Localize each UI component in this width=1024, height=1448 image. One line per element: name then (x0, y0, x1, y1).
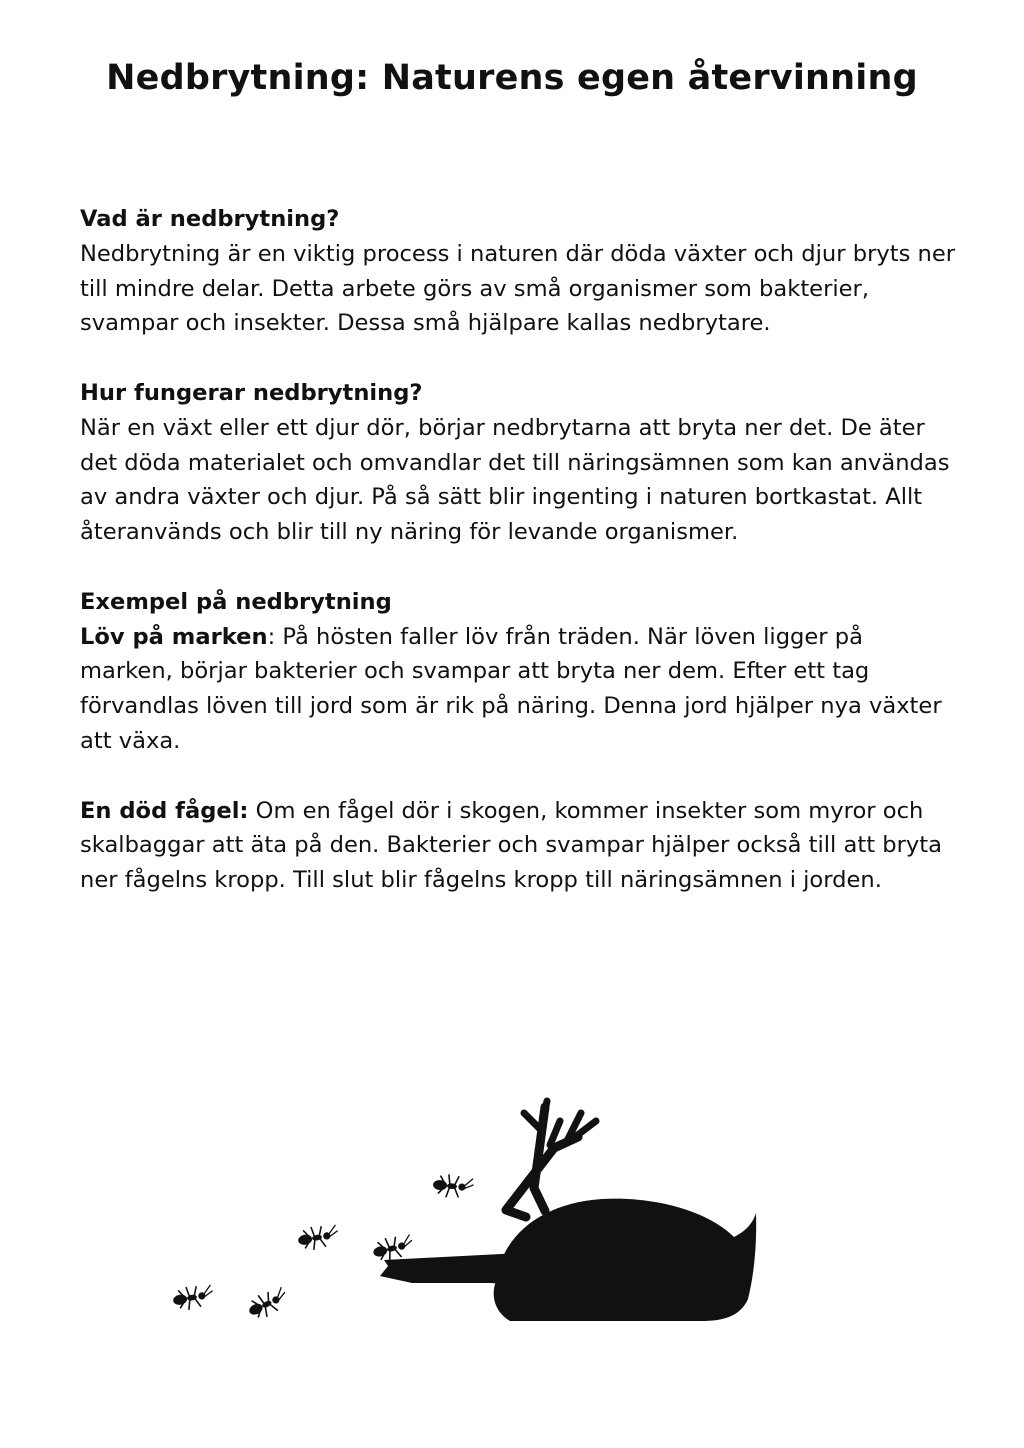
section-heading: Hur fungerar nedbrytning? (80, 379, 423, 406)
ant-icon (171, 1174, 474, 1323)
example-text: Om en fågel dör i skogen, kommer insekter som myror och skalbaggar att äta på den. Bakterier och svampar hjälper också till att bryta ner fågelns kropp. Till slut blir fågelns kropp till näringsämnen i jorden. (80, 797, 942, 894)
example-lead: En död fågel: (80, 797, 249, 824)
section-heading: Vad är nedbrytning? (80, 206, 340, 232)
example-separator (248, 798, 255, 824)
example-text: På hösten faller löv från träden. När löven ligger på marken, börjar bakterier och svampar att bryta ner dem. Efter ett tag förvandlas löven till jord som är rik på näring. Denna jord hjälper nya växter att växa. (80, 623, 942, 754)
example-lead: Löv på marken (80, 623, 268, 650)
section-what-is-decomposition (80, 202, 960, 341)
document-body (80, 202, 960, 933)
section-how-it-works (80, 376, 960, 550)
dead-bird-icon (380, 1101, 756, 1321)
example-separator: : (267, 623, 283, 650)
section-examples (80, 585, 960, 759)
example-leaves-paragraph (80, 620, 960, 759)
section-paragraph: Nedbrytning är en viktig process i naturen där döda växter och djur bryts ner till mindre delar. Detta arbete görs av små organismer som bakterier, svampar och insekter. Dessa små hjälpare kallas nedbrytare. (80, 240, 956, 337)
example-bird-paragraph (80, 794, 960, 898)
dead-bird-illustration (150, 1085, 800, 1345)
section-heading: Exempel på nedbrytning (80, 588, 392, 615)
section-paragraph: När en växt eller ett djur dör, börjar nedbrytarna att bryta ner det. De äter det döda materialet och omvandlar det till näringsämnen som kan användas av andra växter och djur. På så sätt blir ingenting i naturen bortkastat. Allt återanvänds och blir till ny näring för levande organismer. (80, 414, 950, 546)
section-dead-bird (80, 794, 960, 898)
page-title: Nedbrytning: Naturens egen återvinning (106, 58, 918, 98)
